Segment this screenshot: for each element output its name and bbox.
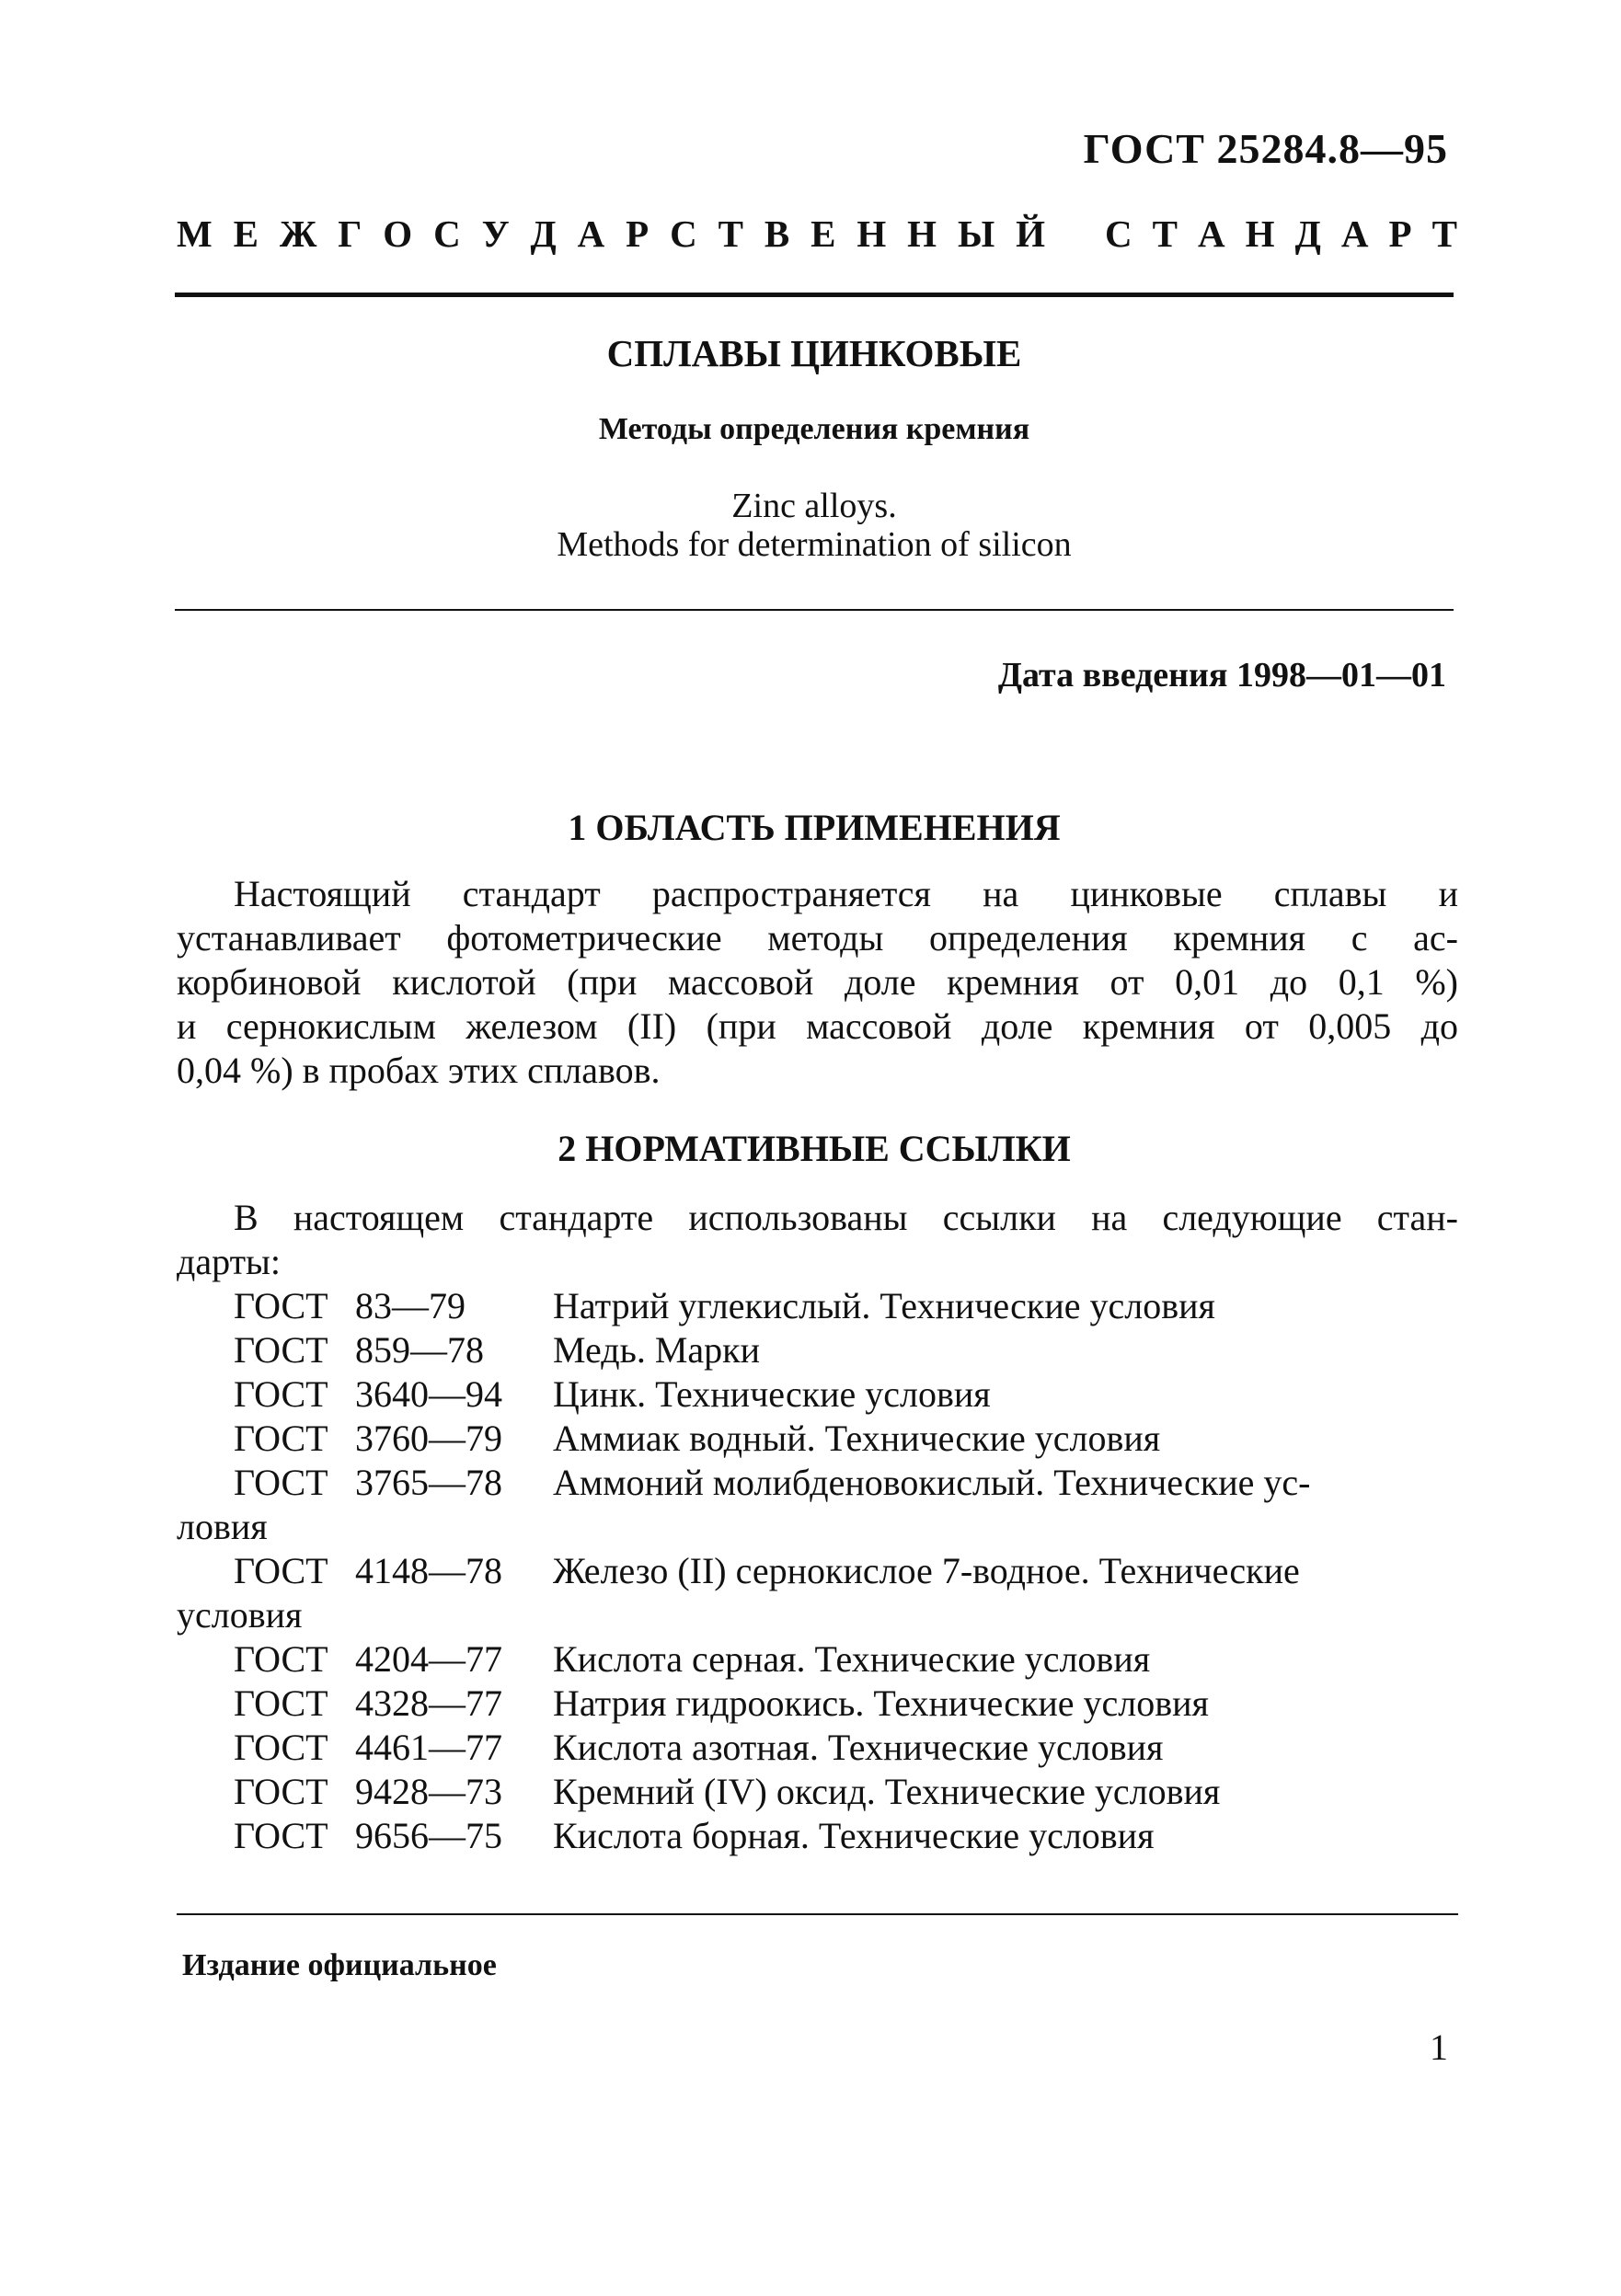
- reference-number: 3760—79: [355, 1418, 502, 1459]
- reference-gost: ГОСТ: [234, 1815, 328, 1856]
- letter: Ы: [957, 212, 995, 255]
- footer-divider: [177, 1913, 1458, 1915]
- reference-number: 4148—78: [355, 1550, 502, 1591]
- letter: О: [383, 212, 413, 255]
- reference-gost: ГОСТ: [234, 1329, 328, 1371]
- intro-date: Дата введения 1998—01—01: [997, 656, 1446, 695]
- reference-gost: ГОСТ: [234, 1550, 328, 1591]
- reference-title: Аммиак водный. Технические условия: [553, 1418, 1161, 1459]
- letter: Н: [907, 212, 937, 255]
- letter: М: [177, 212, 213, 255]
- section1-heading: 1 ОБЛАСТЬ ПРИМЕНЕНИЯ: [568, 807, 1061, 848]
- reference-row: [177, 1682, 1458, 1726]
- reference-gost: ГОСТ: [234, 1638, 328, 1680]
- section1-line: 0,04 %) в пробах этих сплавов.: [177, 1050, 661, 1091]
- letter: С: [433, 212, 461, 255]
- reference-gost: ГОСТ: [234, 1373, 328, 1415]
- letter: Е: [810, 212, 836, 255]
- letter: Т: [1152, 212, 1178, 255]
- letter: А: [577, 212, 605, 255]
- reference-title: [553, 1461, 1458, 1505]
- reference-title: Медь. Марки: [553, 1329, 761, 1371]
- letter: Т: [718, 212, 743, 255]
- section1-line: Настоящий стандарт распространяется на цинковые сплавы и: [234, 873, 1458, 914]
- reference-continuation: ловия: [177, 1506, 268, 1547]
- reference-number: 4204—77: [355, 1638, 502, 1680]
- header-divider: [175, 293, 1454, 297]
- reference-title: Натрия гидроокись. Технические условия: [553, 1682, 1209, 1724]
- letter: У: [481, 212, 510, 255]
- reference-title: Натрий углекислый. Технические условия: [553, 1285, 1215, 1326]
- reference-gost: ГОСТ: [234, 1418, 328, 1459]
- document-subtitle: Методы определения кремния: [598, 412, 1030, 446]
- section2-intro-line: В настоящем стандарте использованы ссылки на следующие стан-: [234, 1197, 1458, 1238]
- reference-gost: ГОСТ: [234, 1682, 328, 1724]
- section1-line: устанавливает фотометрические методы определения кремния с ас-: [177, 917, 1458, 959]
- reference-number: 4328—77: [355, 1682, 502, 1724]
- reference-title: Кислота борная. Технические условия: [553, 1815, 1155, 1856]
- letter: В: [764, 212, 790, 255]
- reference-continuation: условия: [177, 1594, 303, 1636]
- reference-title: Кислота серная. Технические условия: [553, 1638, 1151, 1680]
- reference-gost: ГОСТ: [234, 1727, 328, 1768]
- letter: Г: [338, 212, 362, 255]
- reference-row: [177, 1770, 1458, 1814]
- letter: Т: [1431, 212, 1457, 255]
- title-divider: [175, 609, 1454, 611]
- letter: А: [1340, 212, 1369, 255]
- reference-gost: ГОСТ: [234, 1771, 328, 1812]
- reference-gost: ГОСТ: [234, 1462, 328, 1503]
- letter: Д: [530, 212, 557, 255]
- reference-number: 9428—73: [355, 1771, 502, 1812]
- letter: Н: [856, 212, 887, 255]
- letter: Р: [1388, 212, 1412, 255]
- letter: С: [670, 212, 697, 255]
- english-title-line2: Methods for determination of silicon: [557, 525, 1072, 564]
- letter: С: [1105, 212, 1132, 255]
- reference-gost: ГОСТ: [234, 1285, 328, 1326]
- reference-title: Кислота азотная. Технические условия: [553, 1727, 1164, 1768]
- reference-row: [177, 1284, 1458, 1328]
- page-number: 1: [1430, 2026, 1448, 2068]
- reference-number: 859—78: [355, 1329, 484, 1371]
- letter: Ж: [279, 212, 317, 255]
- reference-row: [177, 1549, 1458, 1593]
- reference-number: 3640—94: [355, 1373, 502, 1415]
- reference-title: Кремний (IV) оксид. Технические условия: [553, 1771, 1221, 1812]
- letter: Е: [233, 212, 259, 255]
- reference-number: 9656—75: [355, 1815, 502, 1856]
- reference-row: [177, 1637, 1458, 1682]
- section1-line: корбиновой кислотой (при массовой доле кремния от 0,01 до 0,1 %): [177, 961, 1458, 1003]
- letter: Р: [626, 212, 650, 255]
- reference-number: 83—79: [355, 1285, 466, 1326]
- interstate-standard-heading: [177, 212, 1457, 256]
- reference-number: 3765—78: [355, 1462, 502, 1503]
- edition-note: Издание официальное: [182, 1948, 497, 1982]
- reference-row: [177, 1726, 1458, 1770]
- reference-title: Железо (II) сернокислое 7-водное. Технические: [553, 1550, 1300, 1591]
- letter: Д: [1294, 212, 1321, 255]
- standard-word: [1105, 212, 1457, 256]
- letter: Н: [1245, 212, 1275, 255]
- section2-intro-line: дарты:: [177, 1241, 282, 1282]
- reference-title: Цинк. Технические условия: [553, 1373, 991, 1415]
- interstate-word: [177, 212, 1045, 256]
- section1-line: и сернокислым железом (II) (при массовой доле кремния от 0,005 до: [177, 1005, 1458, 1047]
- letter: А: [1198, 212, 1225, 255]
- reference-title-text: Аммоний молибденовокислый. Технические ус-: [553, 1462, 1311, 1503]
- reference-row: [177, 1461, 1458, 1505]
- reference-row: [177, 1372, 1458, 1417]
- reference-number: 4461—77: [355, 1727, 502, 1768]
- gost-number: ГОСТ 25284.8—95: [1083, 125, 1448, 172]
- reference-row: [177, 1814, 1458, 1858]
- reference-row: [177, 1417, 1458, 1461]
- reference-row: [177, 1328, 1458, 1372]
- section2-heading: 2 НОРМАТИВНЫЕ ССЫЛКИ: [558, 1128, 1071, 1169]
- english-title-line1: Zinc alloys.: [731, 487, 897, 525]
- letter: Й: [1016, 212, 1045, 255]
- document-title: СПЛАВЫ ЦИНКОВЫЕ: [606, 332, 1022, 374]
